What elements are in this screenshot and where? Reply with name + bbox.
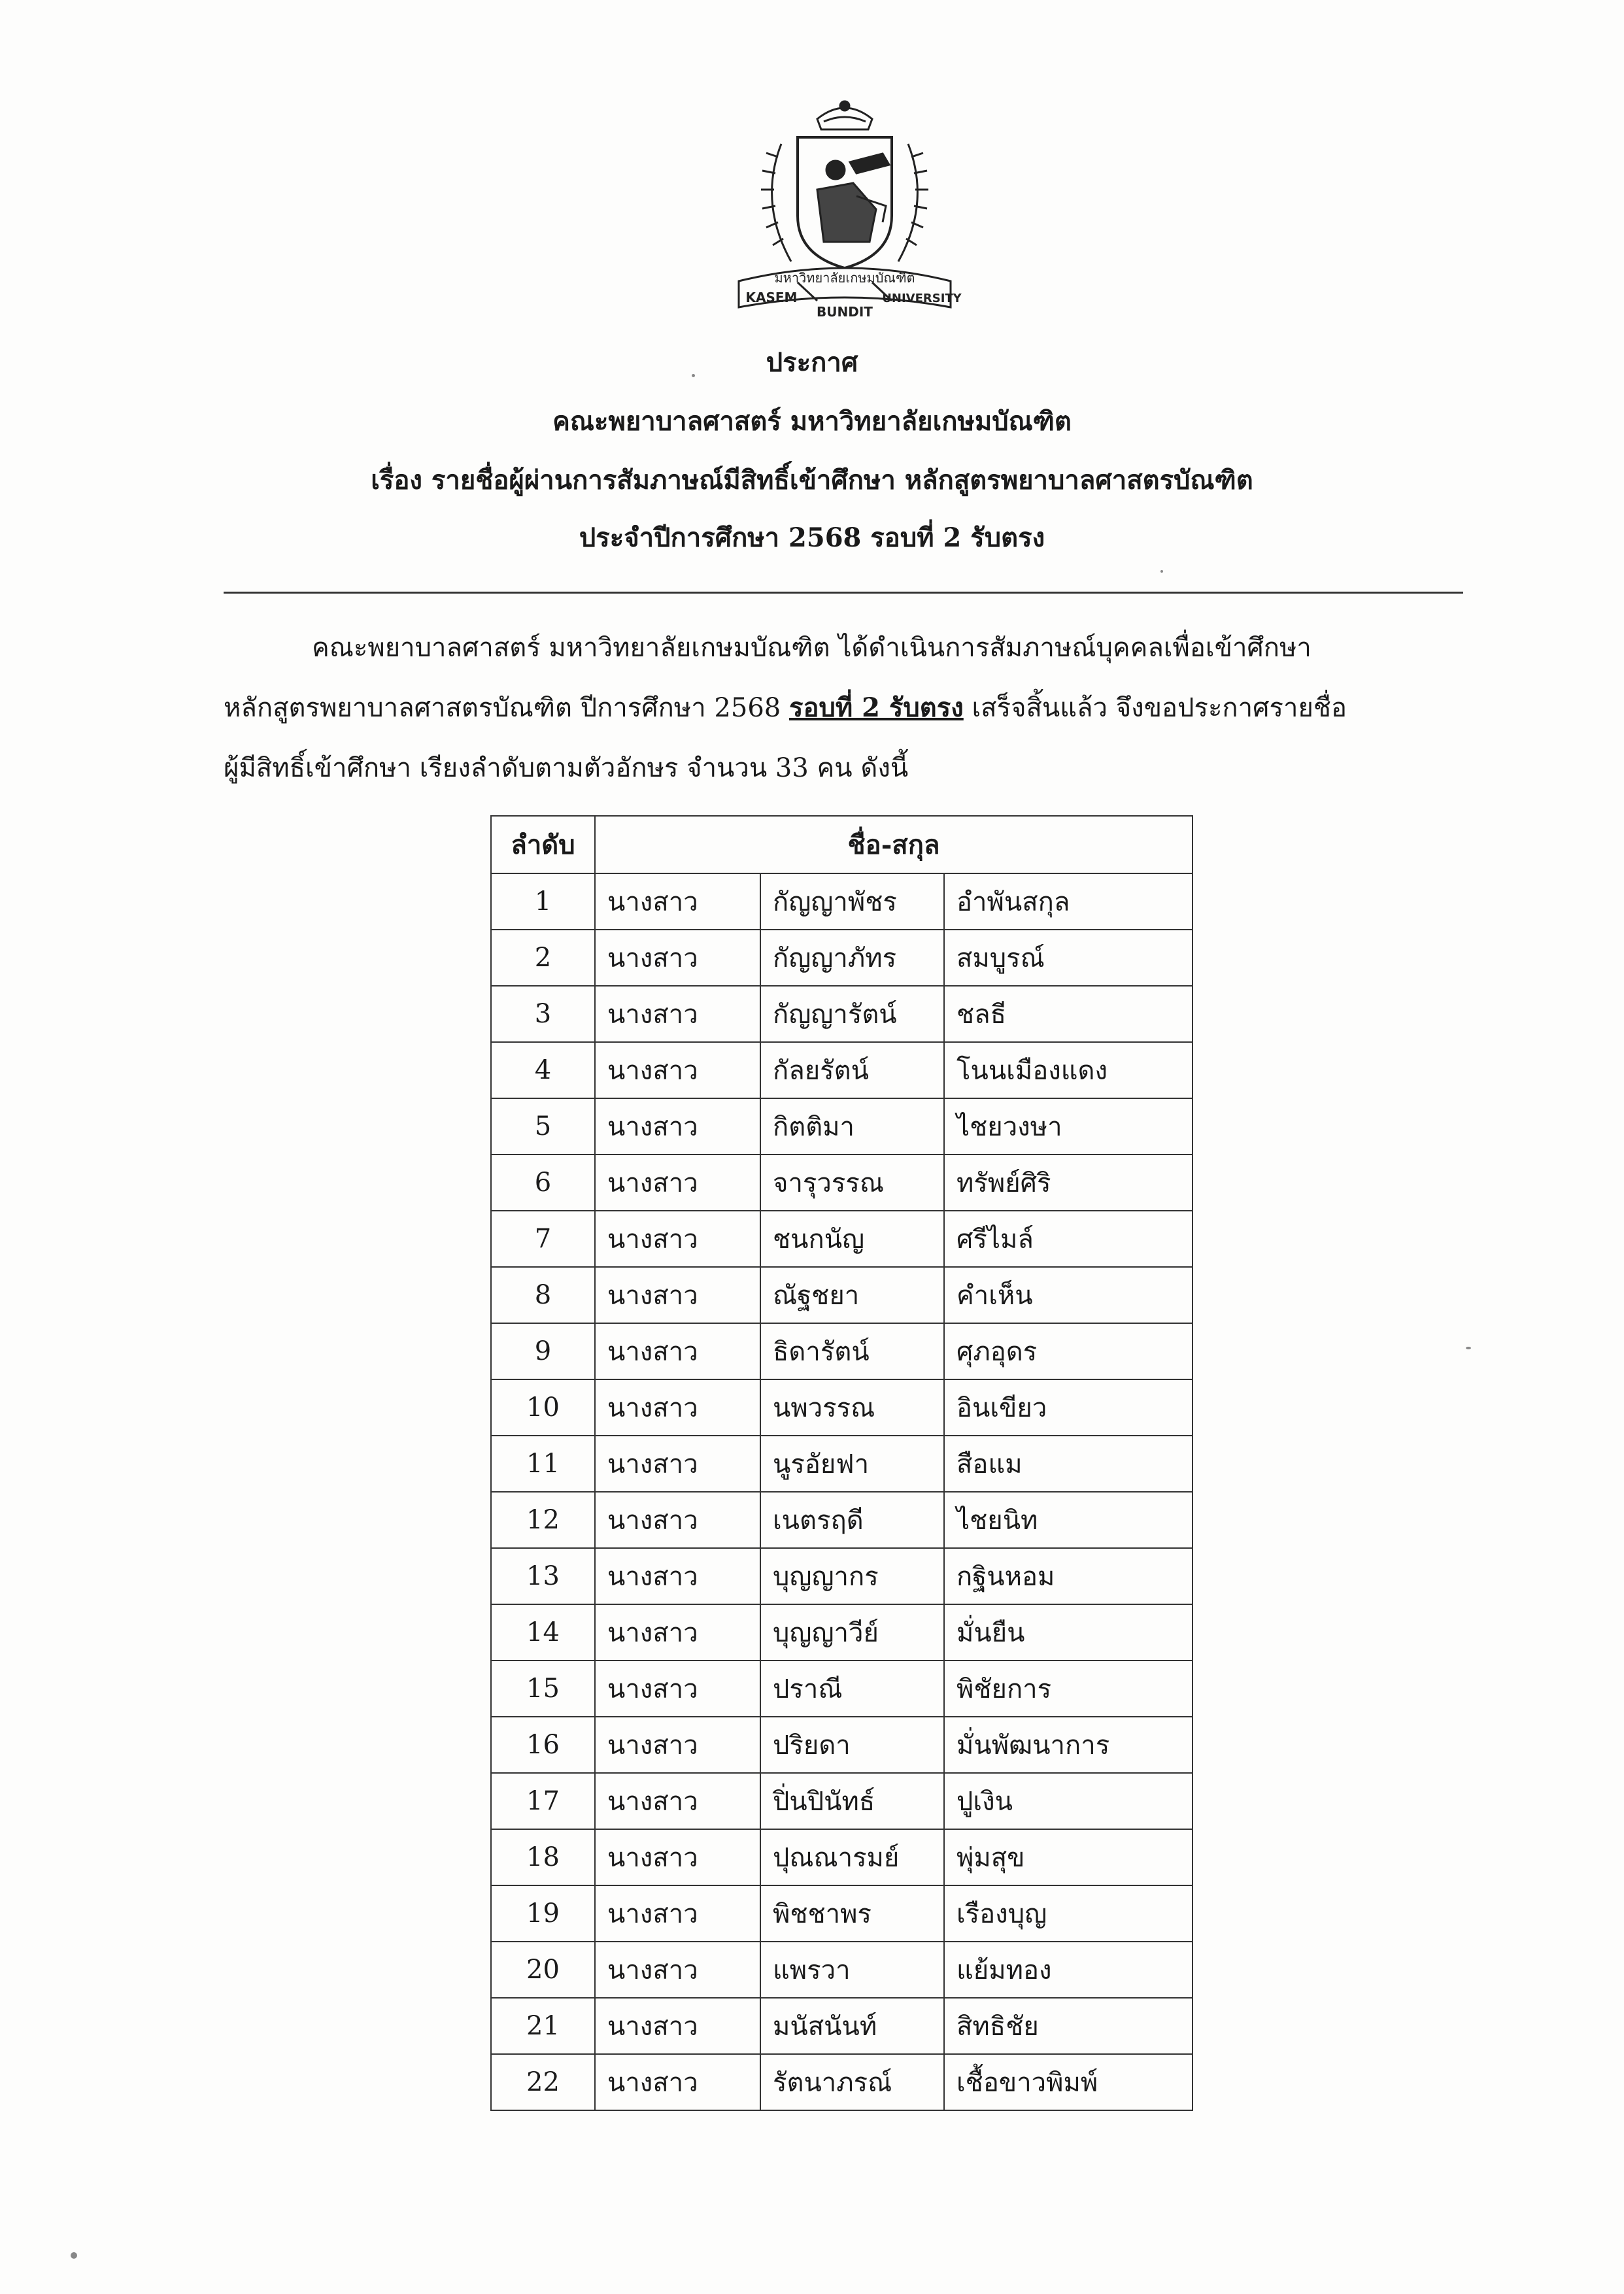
row-first-name: แพรวา	[760, 1942, 944, 1998]
row-number: 17	[491, 1773, 595, 1829]
row-last-name: คำเห็น	[944, 1267, 1193, 1323]
row-number: 20	[491, 1942, 595, 1998]
row-title: นางสาว	[595, 873, 760, 930]
announcement-body	[224, 618, 1466, 798]
row-number: 16	[491, 1717, 595, 1773]
row-last-name: ศรีไมล์	[944, 1211, 1193, 1267]
row-first-name: ปิ่นปินัทธ์	[760, 1773, 944, 1829]
row-title: นางสาว	[595, 1604, 760, 1661]
row-last-name: กฐินหอม	[944, 1548, 1193, 1604]
row-first-name: นูรอัยฟา	[760, 1436, 944, 1492]
body-line-2	[224, 678, 1466, 738]
row-number: 6	[491, 1155, 595, 1211]
row-number: 8	[491, 1267, 595, 1323]
row-first-name: กิตติมา	[760, 1098, 944, 1155]
table-row	[491, 1998, 1193, 2054]
table-body	[491, 873, 1193, 2110]
seal-text-university: UNIVERSITY	[882, 292, 962, 305]
row-last-name: ปูเงิน	[944, 1773, 1193, 1829]
row-first-name: กัญญาพัชร	[760, 873, 944, 930]
row-number: 19	[491, 1885, 595, 1942]
row-title: นางสาว	[595, 1829, 760, 1885]
row-title: นางสาว	[595, 930, 760, 986]
row-number: 9	[491, 1323, 595, 1379]
row-first-name: กัญญารัตน์	[760, 986, 944, 1042]
row-title: นางสาว	[595, 1098, 760, 1155]
row-first-name: ปุณณารมย์	[760, 1829, 944, 1885]
row-title: นางสาว	[595, 2054, 760, 2110]
row-title: นางสาว	[595, 1492, 760, 1548]
row-last-name: พุ่มสุข	[944, 1829, 1193, 1885]
row-last-name: แย้มทอง	[944, 1942, 1193, 1998]
row-last-name: มั่นยืน	[944, 1604, 1193, 1661]
row-title: นางสาว	[595, 1661, 760, 1717]
table-row	[491, 1548, 1193, 1604]
table-row	[491, 1155, 1193, 1211]
row-last-name: ทรัพย์ศิริ	[944, 1155, 1193, 1211]
table-row	[491, 930, 1193, 986]
row-title: นางสาว	[595, 1773, 760, 1829]
row-title: นางสาว	[595, 1267, 760, 1323]
row-first-name: ชนกนัญ	[760, 1211, 944, 1267]
row-last-name: อำพันสกุล	[944, 873, 1193, 930]
table-row	[491, 1379, 1193, 1436]
table-row	[491, 873, 1193, 930]
scan-speck	[1160, 570, 1163, 573]
row-title: นางสาว	[595, 986, 760, 1042]
announcement-title: ประกาศ	[766, 347, 858, 378]
row-first-name: กัญญาภัทร	[760, 930, 944, 986]
round-emphasis: รอบที่ 2 รับตรง	[788, 692, 964, 723]
row-last-name: ศุภอุดร	[944, 1323, 1193, 1379]
row-title: นางสาว	[595, 1885, 760, 1942]
row-title: นางสาว	[595, 1942, 760, 1998]
body-line-2-start: หลักสูตรพยาบาลศาสตรบัณฑิต ปีการศึกษา 2568	[224, 693, 789, 723]
faculty-line: คณะพยาบาลศาสตร์ มหาวิทยาลัยเกษมบัณฑิต	[552, 406, 1072, 437]
table-row	[491, 1829, 1193, 1885]
row-last-name: ไชยวงษา	[944, 1098, 1193, 1155]
row-last-name: สือแม	[944, 1436, 1193, 1492]
row-last-name: เรืองบุญ	[944, 1885, 1193, 1942]
table-row	[491, 1267, 1193, 1323]
body-line-2-end: เสร็จสิ้นแล้ว จึงขอประกาศรายชื่อ	[963, 693, 1347, 723]
row-first-name: พิชชาพร	[760, 1885, 944, 1942]
row-last-name: พิชัยการ	[944, 1661, 1193, 1717]
row-last-name: อินเขียว	[944, 1379, 1193, 1436]
seal-text-kasem: KASEM	[745, 290, 798, 305]
scan-speck	[71, 2252, 77, 2259]
row-number: 3	[491, 986, 595, 1042]
table-row	[491, 1098, 1193, 1155]
seal-thai-text: มหาวิทยาลัยเกษมบัณฑิต	[774, 270, 915, 286]
row-last-name: เชื้อขาวพิมพ์	[944, 2054, 1193, 2110]
table-header-row	[491, 816, 1193, 873]
row-last-name: ไชยนิท	[944, 1492, 1193, 1548]
table-row	[491, 1885, 1193, 1942]
row-title: นางสาว	[595, 1436, 760, 1492]
table-row	[491, 1436, 1193, 1492]
table-row	[491, 1661, 1193, 1717]
row-number: 1	[491, 873, 595, 930]
header-divider	[224, 592, 1463, 594]
row-title: นางสาว	[595, 1323, 760, 1379]
scan-speck	[1466, 1347, 1471, 1349]
table-row	[491, 1492, 1193, 1548]
table-row	[491, 986, 1193, 1042]
row-last-name: สมบูรณ์	[944, 930, 1193, 986]
table-row	[491, 1942, 1193, 1998]
table-row	[491, 1323, 1193, 1379]
row-title: นางสาว	[595, 1155, 760, 1211]
row-number: 10	[491, 1379, 595, 1436]
row-title: นางสาว	[595, 1379, 760, 1436]
table-row	[491, 1042, 1193, 1098]
body-line-3: ผู้มีสิทธิ์เข้าศึกษา เรียงลำดับตามตัวอักษร จำนวน 33 คน ดังนี้	[224, 753, 909, 783]
row-title: นางสาว	[595, 1998, 760, 2054]
row-number: 2	[491, 930, 595, 986]
row-title: นางสาว	[595, 1548, 760, 1604]
row-last-name: มั่นพัฒนาการ	[944, 1717, 1193, 1773]
row-number: 14	[491, 1604, 595, 1661]
seal-text-bundit: BUNDIT	[817, 304, 873, 320]
row-first-name: บุญญากร	[760, 1548, 944, 1604]
row-title: นางสาว	[595, 1211, 760, 1267]
row-first-name: บุญญาวีย์	[760, 1604, 944, 1661]
row-number: 13	[491, 1548, 595, 1604]
row-number: 12	[491, 1492, 595, 1548]
table-row	[491, 1773, 1193, 1829]
table-row	[491, 1604, 1193, 1661]
row-last-name: ชลธี	[944, 986, 1193, 1042]
row-first-name: ธิดารัตน์	[760, 1323, 944, 1379]
university-seal-logo	[719, 92, 970, 327]
row-title: นางสาว	[595, 1717, 760, 1773]
row-number: 21	[491, 1998, 595, 2054]
row-last-name: โนนเมืองแดง	[944, 1042, 1193, 1098]
scan-speck	[692, 374, 695, 377]
row-number: 11	[491, 1436, 595, 1492]
row-first-name: ณัฐชยา	[760, 1267, 944, 1323]
row-number: 5	[491, 1098, 595, 1155]
row-first-name: จารุวรรณ	[760, 1155, 944, 1211]
table-row	[491, 1211, 1193, 1267]
table-row	[491, 1717, 1193, 1773]
row-first-name: มนัสนันท์	[760, 1998, 944, 2054]
row-title: นางสาว	[595, 1042, 760, 1098]
row-first-name: ปราณี	[760, 1661, 944, 1717]
table-row	[491, 2054, 1193, 2110]
header-order: ลำดับ	[491, 816, 595, 873]
row-number: 4	[491, 1042, 595, 1098]
header-name: ชื่อ-สกุล	[595, 816, 1193, 873]
row-first-name: เนตรฤดี	[760, 1492, 944, 1548]
row-first-name: กัลยรัตน์	[760, 1042, 944, 1098]
row-number: 15	[491, 1661, 595, 1717]
admitted-students-table	[490, 815, 1193, 2111]
row-number: 7	[491, 1211, 595, 1267]
row-last-name: สิทธิชัย	[944, 1998, 1193, 2054]
row-first-name: นพวรรณ	[760, 1379, 944, 1436]
round-line: ประจำปีการศึกษา 2568 รอบที่ 2 รับตรง	[579, 522, 1045, 553]
row-first-name: รัตนาภรณ์	[760, 2054, 944, 2110]
row-number: 22	[491, 2054, 595, 2110]
body-line-1: คณะพยาบาลศาสตร์ มหาวิทยาลัยเกษมบัณฑิต ได้ดำเนินการสัมภาษณ์บุคคลเพื่อเข้าศึกษา	[312, 633, 1311, 663]
subject-line: เรื่อง รายชื่อผู้ผ่านการสัมภาษณ์มีสิทธิ์เข้าศึกษา หลักสูตรพยาบาลศาสตรบัณฑิต	[371, 465, 1253, 496]
row-number: 18	[491, 1829, 595, 1885]
row-first-name: ปริยดา	[760, 1717, 944, 1773]
